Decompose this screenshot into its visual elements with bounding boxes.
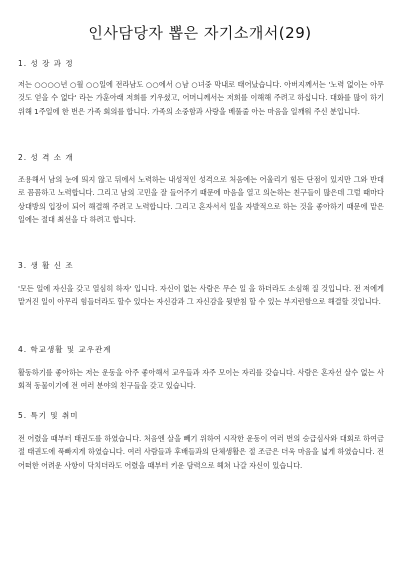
section-heading-personality: 2. 성 격 소 개 (18, 153, 74, 162)
section-body-motto: '모든 일에 자신을 갖고 열심히 하자' 입니다. 자신이 없는 사람은 무슨 일 을 하더라도 소심해 질 것입니다. 전 저에게 맡겨진 일이 아무리 힘들더라도 할수 있다는 자신감과 그 자신감을 뒷받침 할 수 있는 부지런함으로 해결할 것입니다. (18, 284, 384, 307)
section-heading-hobbies: 5. 특기 및 취미 (18, 411, 79, 420)
section-body-hobbies: 전 어렸을 때부터 태권도를 하였습니다. 처음엔 살을 빼기 위하여 시작한 운동이 여러 번의 승급심사와 대회로 하여금 절 태권도에 푹빠지게 하였습니다. 여러 사람들과 후배들과의 단체생활은 절 조금은 더욱 마음을 넓게 하였습니다. 전 어떠한 어려운 사항이 닥치더라도 어렸을 때부터 키운 담력으로 헤쳐 나갈 자신이 있습니다. (18, 434, 384, 470)
section-heading-school-life: 4. 학교생활 및 교우관계 (18, 345, 112, 354)
section-heading-growth: 1. 성 장 과 정 (18, 59, 74, 68)
section-body-personality: 조용해서 남의 눈에 띄지 않고 뒤에서 노력하는 내성적인 성격으로 처음에는 어울리기 힘든 단점이 있지만 그와 반대로 꼼꼼하고 노력합니다. 그리고 남의 고민을 잘 들어주기 때문에 마음을 열고 의논하는 친구들이 많은데 그럴 때마다 상대방의 입장이 되어 해결해 주려고 노력합니다. 그리고 혼자서서 일을 자발적으로 하는 것을 좋아하기 때문에 맡은 일에는 절대 최선을 다 하려고 합니다. (18, 175, 384, 225)
section-body-school-life: 활동하기를 좋아하는 저는 운동을 아주 좋아해서 교우들과 자주 모이는 자리를 갖습니다. 사람은 혼자선 살수 없는 사회적 동물이기에 전 여러 분야의 친구들을 갖고 있습니다. (18, 368, 384, 391)
section-body-growth: 저는 ○○○○년 ○월 ○○일에 전라남도 ○○에서 ○남 ○녀중 막내로 태어났습니다. 아버지께서는 '노력 없이는 아무 것도 얻을 수 없다' 라는 가훈아래 저희를 키우셨고, 어머니께서는 저희를 이해해 주려고 하십니다. 대화를 많이 하기 위해 1주일에 한 번은 가족 회의를 합니다. 가족의 소중함과 사랑을 베풀줄 아는 마음을 일깨워 주신 분입니다. (18, 80, 384, 116)
section-heading-motto: 3. 생 활 신 조 (18, 261, 74, 270)
document-title: 인사담당자 뽑은 자기소개서(29) (88, 24, 312, 42)
